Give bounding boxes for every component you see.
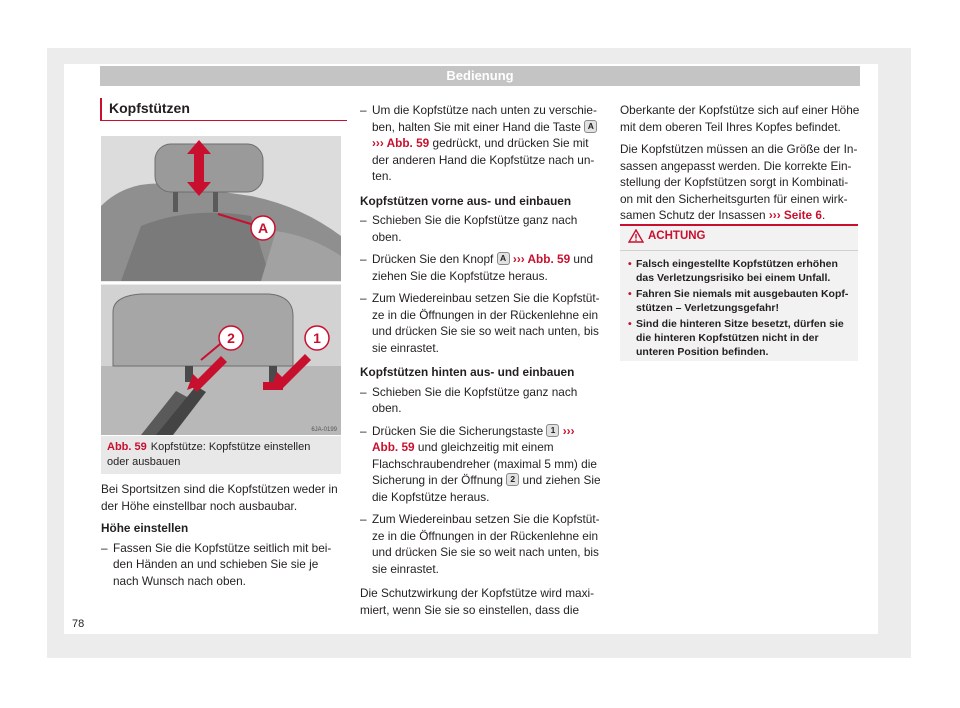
column-1 (101, 481, 341, 595)
figure-caption (101, 436, 341, 474)
hoehe-heading: Höhe einstellen (101, 521, 189, 535)
vorne-step-3: – Zum Wiedereinbau setzen Sie die Kopfstüt-ze in die Öffnungen in der Rückenlehne ein und drücken Sie sie so weit nach unten, bis sie einrastet. (360, 290, 602, 356)
warning-header (620, 226, 858, 251)
hinten-heading: Kopfstützen hinten aus- und einbauen (360, 365, 575, 379)
figure-link[interactable]: ››› Abb. 59 (512, 252, 571, 266)
step-text: und ziehen Sie die Kopfstütze heraus. (372, 473, 601, 504)
label-a: A (257, 220, 269, 236)
step-text: gedrückt, und drücken Sie mit der anderen Hand die Kopfstütze nach un-ten. (372, 136, 595, 183)
step-text: und gleichzeitig mit einem Flachschraubendreher (maximal 5 mm) die Sicherung in der Öffnung (372, 440, 597, 487)
hinten-step-2 (360, 423, 602, 506)
badge-a: A (497, 252, 510, 265)
col3-paragraph-1: Oberkante der Kopfstütze sich auf einer Höhe mit dem oberen Teil Ihres Kopfes befindet. (620, 103, 860, 134)
warning-triangle-icon (628, 229, 644, 243)
page-link[interactable]: ››› Seite 6 (768, 208, 822, 222)
step-lower-headrest (360, 102, 602, 185)
column-2 (360, 102, 602, 624)
intro-paragraph: Bei Sportsitzen sind die Kopfstützen weder in der Höhe einstellbar noch ausbaubar. (101, 482, 338, 513)
figure-link[interactable]: ››› Abb. 59 (372, 136, 430, 150)
paragraph-text: Die Kopfstützen müssen an die Größe der In-sassen angepasst werden. Die korrekte Ein-stellung der Kopfstützen sorgt in Kombinati-on mit den Sicherheitsgurten für einen wirk-samen Schutz der Insassen (620, 142, 858, 222)
column-3 (620, 102, 860, 230)
label-2: 2 (227, 330, 235, 346)
vorne-step-1: – Schieben Sie die Kopfstütze ganz nach oben. (360, 212, 602, 245)
hinten-step-3: – Zum Wiedereinbau setzen Sie die Kopfstüt-ze in die Öffnungen in der Rückenlehne ein und drücken Sie sie so weit nach unten, bis sie einrastet. (360, 511, 602, 577)
step-text: Drücken Sie die Sicherungstaste (372, 423, 544, 438)
section-title: Kopfstützen (100, 98, 347, 121)
step-text: Drücken Sie den Knopf (372, 252, 494, 266)
col3-paragraph-2 (620, 141, 860, 224)
caption-ref: Abb. 59 (107, 441, 147, 453)
caption-text: Kopfstütze: Kopfstütze einstellen oder ausbauen (107, 441, 311, 468)
badge-a: A (584, 120, 597, 133)
step-text: und ziehen Sie die Kopfstütze heraus. (372, 252, 594, 283)
headrest-figure (101, 136, 341, 435)
hoehe-step: – Fassen Sie die Kopfstütze seitlich mit bei-den Händen an und schieben Sie sie je nach Wunsch nach oben. (101, 540, 341, 590)
warning-item: • Fahren Sie niemals mit ausgebauten Kopf-stützen – Verletzungsgefahr! (628, 287, 850, 315)
chapter-header: Bedienung (100, 66, 860, 86)
hinten-step-1: – Schieben Sie die Kopfstütze ganz nach oben. (360, 384, 602, 417)
step-text: Um die Kopfstütze nach unten zu verschie-ben, halten Sie mit einer Hand die Taste (372, 103, 597, 134)
warning-item: • Sind die hinteren Sitze besetzt, dürfen sie die hinteren Kopfstützen nicht in der unteren Position befinden. (628, 317, 850, 359)
figure-id-code: 6JA-0199 (311, 427, 337, 433)
figure-link[interactable]: ››› Abb. 59 (372, 423, 575, 454)
badge-2: 2 (506, 473, 519, 486)
badge-1: 1 (546, 424, 559, 437)
warning-item: • Falsch eingestellte Kopfstützen erhöhen das Verletzungsrisiko bei einem Unfall. (628, 257, 850, 285)
warning-title: ACHTUNG (648, 230, 706, 242)
page-number: 78 (72, 618, 85, 630)
headrest-illustration (101, 136, 341, 435)
vorne-heading: Kopfstützen vorne aus- und einbauen (360, 193, 572, 208)
vorne-step-2 (360, 251, 602, 284)
paragraph-text: . (821, 208, 826, 222)
warning-list (620, 257, 858, 359)
closing-paragraph: Die Schutzwirkung der Kopfstütze wird maxi-miert, wenn Sie sie so einstellen, dass die (360, 586, 595, 617)
warning-box (620, 224, 858, 361)
label-1: 1 (313, 330, 321, 346)
